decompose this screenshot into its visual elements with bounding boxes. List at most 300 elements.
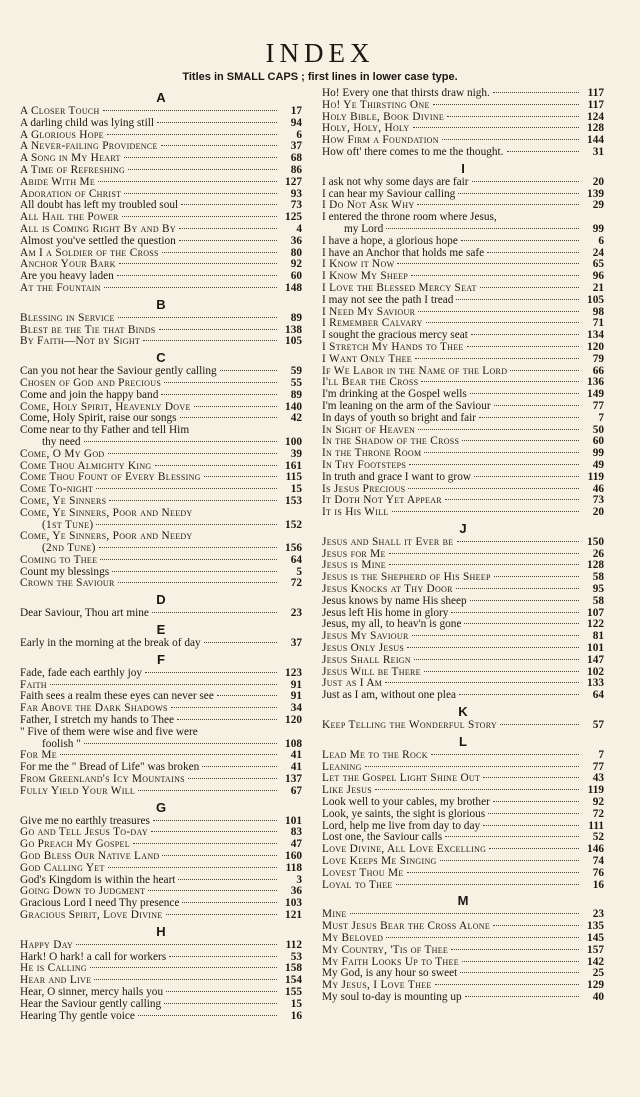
entry-page-number: 156: [285, 542, 302, 555]
dot-leader: [459, 694, 579, 695]
entry-title-continuation: (2nd Tune): [42, 543, 96, 555]
dot-leader: [119, 263, 277, 264]
entry-page-number: 42: [290, 412, 302, 425]
index-entry: [20, 378, 302, 390]
entry-title: Mine: [322, 909, 347, 921]
dot-leader: [483, 777, 579, 778]
entry-title: In days of youth so bright and fair: [322, 412, 477, 424]
dot-leader: [457, 541, 580, 542]
index-entry: [20, 390, 302, 402]
index-entry: [322, 720, 604, 732]
dot-leader: [451, 949, 579, 950]
index-entry: [322, 584, 604, 596]
entry-page-number: 122: [587, 618, 604, 631]
dot-leader: [76, 944, 277, 945]
index-entry: [20, 555, 302, 567]
dot-leader: [440, 860, 579, 861]
entry-page-number: 154: [285, 974, 302, 987]
entry-title: Ho! Ye Thirsting One: [322, 99, 430, 111]
entry-page-number: 36: [290, 234, 302, 247]
index-entry: [322, 259, 604, 271]
index-entry: [322, 472, 604, 484]
dot-leader: [431, 754, 579, 755]
entry-title: Holy, Holy, Holy: [322, 123, 410, 135]
entry-page-number: 52: [592, 831, 604, 844]
dot-leader: [179, 240, 277, 241]
index-entry: [20, 987, 302, 999]
entry-page-number: 50: [592, 423, 604, 436]
index-entry: [20, 578, 302, 590]
dot-leader: [409, 464, 579, 465]
entry-page-number: 101: [587, 642, 604, 655]
entry-page-number: 59: [290, 365, 302, 378]
entry-title: Come, Ye Sinners, Poor and Needy: [20, 507, 193, 519]
entry-title: I have a hope, a glorious hope: [322, 235, 458, 247]
entry-page-number: 146: [587, 843, 604, 856]
entry-page-number: 108: [285, 737, 302, 750]
entry-title: Jesus and Shall it Ever be: [322, 536, 454, 548]
index-entry: [322, 921, 604, 933]
index-entry: [20, 774, 302, 786]
entry-page-number: 121: [285, 909, 302, 922]
entry-page-number: 40: [592, 990, 604, 1003]
index-entry: [322, 957, 604, 969]
entry-page-number: 49: [592, 458, 604, 471]
entry-title: I entered the throne room where Jesus,: [322, 211, 497, 224]
entry-title: I'm drinking at the Gospel wells: [322, 389, 467, 401]
entry-page-number: 77: [592, 760, 604, 773]
dot-leader: [418, 429, 579, 430]
entry-title: " Five of them were wise and five were: [20, 725, 198, 738]
entry-title: Jesus left His home in glory: [322, 607, 449, 619]
dot-leader: [202, 766, 277, 767]
index-entry: [322, 667, 604, 679]
entry-page-number: 137: [285, 773, 302, 786]
entry-title: All doubt has left my troubled soul: [20, 200, 179, 212]
index-entry-first-line: [20, 531, 302, 543]
entry-page-number: 37: [290, 637, 302, 650]
index-entry: [20, 118, 302, 130]
entry-title: I Stretch My Hands to Thee: [322, 341, 464, 353]
entry-title: Dear Saviour, Thou art mine: [20, 608, 149, 620]
entry-page-number: 99: [592, 447, 604, 460]
entry-title: Jesus for Me: [322, 548, 386, 560]
index-entry: [322, 631, 604, 643]
entry-page-number: 112: [285, 938, 302, 951]
entry-page-number: 91: [290, 690, 302, 703]
entry-title: Blest be the Tie that Binds: [20, 324, 156, 336]
entry-page-number: 53: [290, 950, 302, 963]
entry-page-number: 73: [290, 199, 302, 212]
dot-leader: [445, 836, 579, 837]
entry-title: I sought the gracious mercy seat: [322, 330, 468, 342]
index-entry: [322, 248, 604, 260]
entry-page-number: 23: [592, 908, 604, 921]
entry-title: If We Labor in the Name of the Lord: [322, 365, 508, 377]
entry-title: Come Thou Almighty King: [20, 460, 152, 472]
index-entry: [20, 236, 302, 248]
entry-page-number: 89: [290, 311, 302, 324]
dot-leader: [96, 488, 277, 489]
index-entry: [20, 449, 302, 461]
index-entry: [322, 596, 604, 608]
index-entry: [322, 809, 604, 821]
entry-title: Lost one, the Saviour calls: [322, 832, 443, 844]
entry-title: Coming to Thee: [20, 554, 98, 566]
entry-page-number: 152: [285, 518, 302, 531]
dot-leader: [386, 228, 579, 229]
entry-title: In the Throne Room: [322, 448, 422, 460]
dot-leader: [408, 488, 579, 489]
entry-page-number: 147: [587, 653, 604, 666]
entry-title: Abide With Me: [20, 176, 96, 188]
dot-leader: [204, 476, 277, 477]
dot-leader: [104, 287, 277, 288]
index-entry: [322, 608, 604, 620]
dot-leader: [96, 524, 277, 525]
entry-title-continuation: foolish ": [42, 738, 81, 750]
entry-page-number: 158: [285, 962, 302, 975]
entry-title: Jesus is Mine: [322, 560, 386, 572]
entry-page-number: 57: [592, 719, 604, 732]
dot-leader: [415, 358, 579, 359]
entry-title: I have an Anchor that holds me safe: [322, 247, 485, 259]
entry-page-number: 25: [592, 967, 604, 980]
entry-page-number: 72: [592, 807, 604, 820]
entry-title: Jesus My Saviour: [322, 631, 409, 643]
dot-leader: [161, 145, 277, 146]
dot-leader: [159, 329, 277, 330]
entry-page-number: 140: [285, 400, 302, 413]
entry-title: Jesus knows by name His sheep: [322, 595, 467, 607]
dot-leader: [414, 659, 579, 660]
index-entry: [322, 330, 604, 342]
index-entry: [20, 543, 302, 555]
index-entry: [322, 762, 604, 774]
dot-leader: [50, 684, 277, 685]
dot-leader: [411, 275, 579, 276]
section-letter-g: G: [155, 799, 167, 815]
index-entry: [20, 141, 302, 153]
entry-title: A Song in My Heart: [20, 153, 121, 165]
entry-page-number: 37: [290, 140, 302, 153]
index-entry: [20, 472, 302, 484]
entry-page-number: 58: [592, 594, 604, 607]
dot-leader: [507, 151, 580, 152]
entry-title: Hear and Live: [20, 975, 92, 987]
entry-page-number: 94: [290, 116, 302, 129]
entry-title: I ask not why some days are fair: [322, 176, 469, 188]
entry-title: Anchor Your Bark: [20, 259, 116, 271]
entry-page-number: 118: [285, 861, 302, 874]
index-entry: [20, 863, 302, 875]
index-entry: [322, 909, 604, 921]
dot-leader: [462, 440, 579, 441]
index-entry: [322, 366, 604, 378]
dot-leader: [424, 671, 579, 672]
dot-leader: [474, 476, 579, 477]
entry-title: Fade, fade each earthly joy: [20, 667, 143, 679]
entry-title: I'll Bear the Cross: [322, 377, 419, 389]
entry-page-number: 100: [285, 435, 302, 448]
dot-leader: [152, 612, 277, 613]
entry-page-number: 3: [296, 873, 302, 886]
dot-leader: [479, 417, 579, 418]
entry-page-number: 129: [587, 979, 604, 992]
entry-title: God Bless Our Native Land: [20, 851, 160, 863]
index-entry: [322, 283, 604, 295]
index-entry: [20, 638, 302, 650]
dot-leader: [138, 790, 277, 791]
entry-page-number: 142: [587, 955, 604, 968]
entry-title: Crown the Saviour: [20, 578, 115, 590]
dot-leader: [487, 252, 579, 253]
entry-title: Jesus is the Shepherd of His Sheep: [322, 572, 491, 584]
dot-leader: [447, 116, 579, 117]
index-entry: [322, 992, 604, 1004]
index-entry: [322, 844, 604, 856]
index-entry: [20, 189, 302, 201]
dot-leader: [471, 334, 579, 335]
dot-leader: [217, 695, 277, 696]
section-letter-m: M: [457, 893, 469, 909]
entry-page-number: 5: [296, 565, 302, 578]
index-entry: [20, 668, 302, 680]
dot-leader: [220, 370, 277, 371]
dot-leader: [151, 831, 277, 832]
entry-page-number: 98: [592, 305, 604, 318]
entry-page-number: 7: [598, 748, 604, 761]
entry-page-number: 149: [587, 388, 604, 401]
entry-title: How oft' there comes to me the thought.: [322, 146, 504, 158]
dot-leader: [84, 441, 277, 442]
entry-page-number: 105: [285, 335, 302, 348]
entry-title: Come, Holy Spirit, raise our songs: [20, 413, 177, 425]
index-entry: [20, 816, 302, 828]
index-entry: [20, 437, 302, 449]
entry-title: Come near to thy Father and tell Him: [20, 424, 190, 437]
entry-title: Like Jesus: [322, 785, 373, 797]
dot-leader: [169, 956, 277, 957]
section-letter-e: E: [156, 622, 166, 638]
dot-leader: [90, 967, 277, 968]
entry-title: In Thy Footsteps: [322, 459, 407, 471]
entry-page-number: 133: [587, 677, 604, 690]
dot-leader: [465, 996, 579, 997]
dot-leader: [204, 642, 277, 643]
dot-leader: [108, 453, 277, 454]
dot-leader: [489, 848, 579, 849]
entry-page-number: 124: [587, 110, 604, 123]
index-entry: [20, 739, 302, 751]
index-entry: [322, 643, 604, 655]
section-letter-k: K: [458, 704, 468, 720]
entry-title: My Jesus, I Love Thee: [322, 980, 432, 992]
entry-title: A Glorious Hope: [20, 129, 104, 141]
entry-page-number: 71: [592, 317, 604, 330]
dot-leader: [426, 322, 579, 323]
entry-page-number: 15: [290, 483, 302, 496]
index-entry-first-line: [20, 508, 302, 520]
dot-leader: [162, 855, 277, 856]
entry-page-number: 86: [290, 163, 302, 176]
index-entry: [20, 484, 302, 496]
dot-leader: [162, 252, 277, 253]
entry-title: Just as I Am: [322, 678, 383, 690]
entry-title: Jesus, my all, to heav'n is gone: [322, 619, 462, 631]
entry-title: I can hear my Saviour calling: [322, 188, 456, 200]
index-entry: [322, 177, 604, 189]
dot-leader: [161, 394, 277, 395]
dot-leader: [470, 393, 579, 394]
entry-page-number: 128: [587, 559, 604, 572]
dot-leader: [145, 672, 277, 673]
entry-title: Look, ye saints, the sight is glorious: [322, 808, 486, 820]
entry-page-number: 73: [592, 494, 604, 507]
dot-leader: [177, 719, 277, 720]
dot-leader: [182, 902, 277, 903]
entry-title: My Country, 'Tis of Thee: [322, 944, 449, 956]
entry-page-number: 4: [296, 222, 302, 235]
dot-leader: [181, 204, 277, 205]
index-entry: [20, 366, 302, 378]
entry-title: Adoration of Christ: [20, 188, 122, 200]
index-entry: [20, 165, 302, 177]
entry-title: Jesus Only Jesus: [322, 643, 405, 655]
index-entry: [20, 691, 302, 703]
dot-leader: [442, 139, 579, 140]
index-entry: [20, 1011, 302, 1023]
dot-leader: [397, 263, 579, 264]
index-entry: [322, 572, 604, 584]
entry-page-number: 72: [290, 577, 302, 590]
dot-leader: [458, 193, 579, 194]
entry-page-number: 127: [285, 175, 302, 188]
entry-title: By Faith—Not by Sight: [20, 336, 141, 348]
dot-leader: [128, 169, 277, 170]
entry-title-continuation: (1st Tune): [42, 519, 94, 531]
dot-leader: [148, 890, 277, 891]
dot-leader: [164, 382, 277, 383]
entry-title: Ho! Every one that thirsts draw nigh.: [322, 88, 490, 99]
entry-page-number: 139: [587, 187, 604, 200]
dot-leader: [350, 913, 579, 914]
entry-title: I Need My Saviour: [322, 306, 416, 318]
index-entry: [322, 448, 604, 460]
entry-page-number: 107: [587, 606, 604, 619]
dot-leader: [60, 754, 277, 755]
entry-title: Go Preach My Gospel: [20, 839, 130, 851]
entry-page-number: 80: [290, 246, 302, 259]
entry-page-number: 21: [592, 281, 604, 294]
entry-title: Holy Bible, Book Divine: [322, 111, 445, 123]
dot-leader: [386, 937, 579, 938]
dot-leader: [472, 181, 579, 182]
entry-title: Keep Telling the Wonderful Story: [322, 720, 498, 732]
entry-page-number: 60: [290, 270, 302, 283]
dot-leader: [451, 612, 579, 613]
index-entry: [322, 968, 604, 980]
right-column: [322, 88, 604, 1004]
entry-title: Come and join the happy band: [20, 389, 159, 401]
dot-leader: [166, 914, 277, 915]
index-entry: [20, 999, 302, 1011]
entry-title: I Love the Blessed Mercy Seat: [322, 282, 477, 294]
index-entry: [322, 945, 604, 957]
dot-leader: [122, 216, 277, 217]
section-letter-d: D: [156, 592, 166, 608]
entry-title-continuation: thy need: [42, 436, 81, 448]
entry-title: Far Above the Dark Shadows: [20, 703, 168, 715]
entry-title: I Do Not Ask Why: [322, 200, 415, 212]
entry-title: Come Thou Fount of Every Blessing: [20, 472, 201, 484]
entry-title: It is His Will: [322, 507, 389, 519]
dot-leader: [493, 801, 579, 802]
dot-leader: [435, 984, 579, 985]
index-entry: [322, 495, 604, 507]
dot-leader: [166, 991, 277, 992]
entry-title: Look well to your cables, my brother: [322, 797, 490, 809]
dot-leader: [417, 204, 579, 205]
entry-page-number: 101: [285, 814, 302, 827]
index-entry: [20, 680, 302, 692]
dot-leader: [494, 576, 579, 577]
section-letter-j: J: [459, 520, 467, 536]
entry-page-number: 76: [592, 866, 604, 879]
entry-page-number: 64: [290, 553, 302, 566]
index-entry: [322, 750, 604, 762]
entry-title: Faith sees a realm these eyes can never see: [20, 691, 214, 703]
entry-page-number: 120: [285, 714, 302, 727]
entry-page-number: 79: [592, 352, 604, 365]
dot-leader: [133, 843, 277, 844]
entry-page-number: 77: [592, 399, 604, 412]
dot-leader: [124, 157, 277, 158]
index-entry: [322, 832, 604, 844]
index-entry-first-line: [322, 212, 604, 224]
dot-leader: [365, 766, 579, 767]
entry-page-number: 99: [592, 222, 604, 235]
index-entry: [322, 460, 604, 472]
entry-page-number: 31: [592, 145, 604, 158]
section-letter-b: B: [156, 296, 166, 312]
entry-title: It Doth Not Yet Appear: [322, 495, 442, 507]
section-letter-c: C: [156, 350, 166, 366]
index-entry: [20, 177, 302, 189]
entry-page-number: 81: [592, 630, 604, 643]
index-entry: [322, 868, 604, 880]
entry-title: God's Kingdom is within the heart: [20, 874, 176, 886]
dot-leader: [385, 682, 579, 683]
entry-title: Lovest Thou Me: [322, 867, 404, 879]
entry-title: All Hail the Power: [20, 212, 119, 224]
entry-title: Blessing in Service: [20, 312, 115, 324]
entry-title: A Never-failing Providence: [20, 141, 158, 153]
entry-title: In Sight of Heaven: [322, 424, 416, 436]
entry-page-number: 66: [592, 364, 604, 377]
entry-page-number: 92: [290, 258, 302, 271]
dot-leader: [433, 104, 579, 105]
index-entry: [20, 750, 302, 762]
entry-title: In the Shadow of the Cross: [322, 436, 460, 448]
entry-page-number: 103: [285, 897, 302, 910]
entry-title: Come, Ye Sinners: [20, 495, 107, 507]
dot-leader: [124, 193, 277, 194]
index-entry: [322, 484, 604, 496]
dot-leader: [494, 405, 579, 406]
index-entry: [322, 560, 604, 572]
index-entry: [322, 856, 604, 868]
